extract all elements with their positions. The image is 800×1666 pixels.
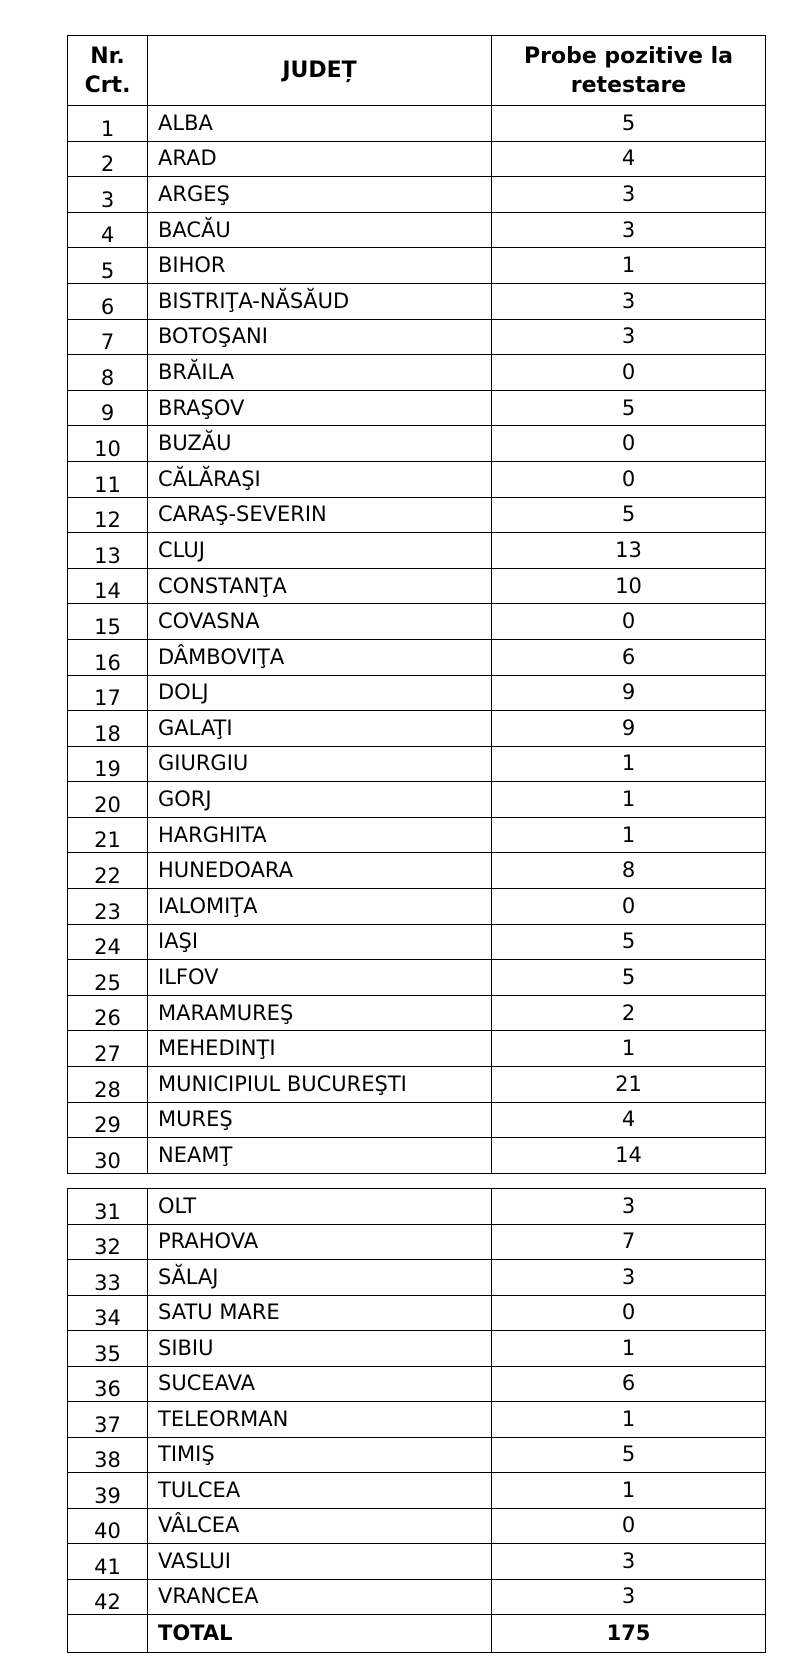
row-number-cell: 26	[68, 995, 148, 1031]
positives-value-cell: 3	[492, 1189, 766, 1225]
row-number-cell: 6	[68, 283, 148, 319]
county-name-cell: TELEORMAN	[148, 1402, 492, 1438]
row-number-cell: 4	[68, 212, 148, 248]
total-label: TOTAL	[148, 1615, 492, 1653]
county-name-cell: GALAŢI	[148, 711, 492, 747]
row-number-cell: 41	[68, 1544, 148, 1580]
row-number-cell: 11	[68, 461, 148, 497]
county-name-cell: PRAHOVA	[148, 1224, 492, 1260]
row-number-cell: 3	[68, 177, 148, 213]
positives-value-cell: 0	[492, 426, 766, 462]
county-name-cell: CARAŞ-SEVERIN	[148, 497, 492, 533]
row-number-cell: 27	[68, 1031, 148, 1067]
positives-value-cell: 3	[492, 283, 766, 319]
table-row	[68, 1437, 766, 1473]
positives-value-cell: 5	[492, 106, 766, 142]
table-row	[68, 1331, 766, 1367]
table-row	[68, 853, 766, 889]
positives-value-cell: 1	[492, 817, 766, 853]
county-name-cell: MEHEDINŢI	[148, 1031, 492, 1067]
table-row	[68, 248, 766, 284]
row-number-cell: 9	[68, 390, 148, 426]
county-name-cell: ARAD	[148, 141, 492, 177]
table-row	[68, 1031, 766, 1067]
county-name-cell: SIBIU	[148, 1331, 492, 1367]
table-row	[68, 639, 766, 675]
positives-value-cell: 1	[492, 248, 766, 284]
total-value: 175	[492, 1615, 766, 1653]
row-number-cell: 24	[68, 924, 148, 960]
table-row	[68, 1224, 766, 1260]
positives-value-cell: 5	[492, 924, 766, 960]
positives-value-cell: 3	[492, 1579, 766, 1615]
table-row	[68, 1473, 766, 1509]
county-name-cell: OLT	[148, 1189, 492, 1225]
positives-value-cell: 3	[492, 319, 766, 355]
positives-value-cell: 3	[492, 177, 766, 213]
positives-value-cell: 7	[492, 1224, 766, 1260]
table-row	[68, 746, 766, 782]
header-positives: Probe pozitive la retestare	[492, 36, 766, 106]
county-name-cell: TULCEA	[148, 1473, 492, 1509]
row-number-cell: 23	[68, 889, 148, 925]
table-row	[68, 924, 766, 960]
county-name-cell: ILFOV	[148, 960, 492, 996]
county-name-cell: VÂLCEA	[148, 1508, 492, 1544]
table-row	[68, 106, 766, 142]
table-row	[68, 497, 766, 533]
row-number-cell: 25	[68, 960, 148, 996]
table-row	[68, 1366, 766, 1402]
county-name-cell: HUNEDOARA	[148, 853, 492, 889]
positives-value-cell: 6	[492, 639, 766, 675]
county-name-cell: BRĂILA	[148, 355, 492, 391]
row-number-cell: 35	[68, 1331, 148, 1367]
table-row	[68, 177, 766, 213]
county-name-cell: BACĂU	[148, 212, 492, 248]
county-name-cell: ARGEŞ	[148, 177, 492, 213]
row-number-cell: 7	[68, 319, 148, 355]
row-number-cell: 12	[68, 497, 148, 533]
row-number-cell: 39	[68, 1473, 148, 1509]
table-row	[68, 711, 766, 747]
row-number-cell: 21	[68, 817, 148, 853]
county-name-cell: VRANCEA	[148, 1579, 492, 1615]
county-name-cell: DÂMBOVIŢA	[148, 639, 492, 675]
county-name-cell: BISTRIŢA-NĂSĂUD	[148, 283, 492, 319]
positives-value-cell: 21	[492, 1067, 766, 1103]
positives-value-cell: 5	[492, 390, 766, 426]
positives-value-cell: 2	[492, 995, 766, 1031]
row-number-cell: 28	[68, 1067, 148, 1103]
row-number-cell: 38	[68, 1437, 148, 1473]
positives-value-cell: 1	[492, 1402, 766, 1438]
positives-value-cell: 1	[492, 1031, 766, 1067]
table-row	[68, 461, 766, 497]
positives-value-cell: 3	[492, 212, 766, 248]
results-table-part-1	[67, 35, 766, 1174]
table-row	[68, 533, 766, 569]
positives-value-cell: 0	[492, 889, 766, 925]
row-number-cell: 20	[68, 782, 148, 818]
positives-value-cell: 4	[492, 141, 766, 177]
positives-value-cell: 6	[492, 1366, 766, 1402]
county-name-cell: BUZĂU	[148, 426, 492, 462]
table-row	[68, 1295, 766, 1331]
header-county: JUDEȚ	[148, 36, 492, 106]
table-row	[68, 995, 766, 1031]
row-number-cell: 37	[68, 1402, 148, 1438]
positives-value-cell: 3	[492, 1260, 766, 1296]
positives-value-cell: 0	[492, 1295, 766, 1331]
row-number-cell: 2	[68, 141, 148, 177]
table-row	[68, 1402, 766, 1438]
positives-value-cell: 1	[492, 1331, 766, 1367]
row-number-cell: 15	[68, 604, 148, 640]
row-number-cell: 10	[68, 426, 148, 462]
positives-value-cell: 3	[492, 1544, 766, 1580]
county-name-cell: GORJ	[148, 782, 492, 818]
county-name-cell: TIMIŞ	[148, 1437, 492, 1473]
row-number-cell: 5	[68, 248, 148, 284]
positives-value-cell: 9	[492, 675, 766, 711]
county-name-cell: CLUJ	[148, 533, 492, 569]
positives-value-cell: 5	[492, 497, 766, 533]
row-number-cell: 1	[68, 106, 148, 142]
table-row	[68, 1102, 766, 1138]
table-row	[68, 212, 766, 248]
table-row	[68, 319, 766, 355]
county-name-cell: IAŞI	[148, 924, 492, 960]
row-number-cell: 40	[68, 1508, 148, 1544]
row-number-cell: 33	[68, 1260, 148, 1296]
row-number-cell: 34	[68, 1295, 148, 1331]
total-nr-cell	[68, 1615, 148, 1653]
row-number-cell: 31	[68, 1189, 148, 1225]
header-row	[68, 36, 766, 106]
row-number-cell: 18	[68, 711, 148, 747]
positives-value-cell: 1	[492, 1473, 766, 1509]
row-number-cell: 13	[68, 533, 148, 569]
positives-value-cell: 0	[492, 355, 766, 391]
county-name-cell: CONSTANŢA	[148, 568, 492, 604]
row-number-cell: 8	[68, 355, 148, 391]
county-name-cell: MARAMUREŞ	[148, 995, 492, 1031]
county-name-cell: CĂLĂRAŞI	[148, 461, 492, 497]
positives-value-cell: 8	[492, 853, 766, 889]
county-name-cell: BOTOŞANI	[148, 319, 492, 355]
positives-value-cell: 1	[492, 782, 766, 818]
county-name-cell: MUNICIPIUL BUCUREŞTI	[148, 1067, 492, 1103]
county-name-cell: BRAŞOV	[148, 390, 492, 426]
county-name-cell: DOLJ	[148, 675, 492, 711]
positives-value-cell: 13	[492, 533, 766, 569]
row-number-cell: 16	[68, 639, 148, 675]
table-row	[68, 355, 766, 391]
table-row	[68, 960, 766, 996]
positives-value-cell: 14	[492, 1138, 766, 1174]
table-row	[68, 390, 766, 426]
row-number-cell: 17	[68, 675, 148, 711]
table-row	[68, 1579, 766, 1615]
positives-value-cell: 0	[492, 604, 766, 640]
row-number-cell: 14	[68, 568, 148, 604]
positives-value-cell: 9	[492, 711, 766, 747]
row-number-cell: 19	[68, 746, 148, 782]
positives-value-cell: 1	[492, 746, 766, 782]
county-name-cell: VASLUI	[148, 1544, 492, 1580]
positives-value-cell: 5	[492, 960, 766, 996]
row-number-cell: 36	[68, 1366, 148, 1402]
row-number-cell: 30	[68, 1138, 148, 1174]
table-row	[68, 817, 766, 853]
table-row	[68, 1067, 766, 1103]
positives-value-cell: 10	[492, 568, 766, 604]
total-row	[68, 1615, 766, 1653]
county-name-cell: SĂLAJ	[148, 1260, 492, 1296]
county-name-cell: BIHOR	[148, 248, 492, 284]
table-row	[68, 604, 766, 640]
table-row	[68, 1508, 766, 1544]
table-row	[68, 1138, 766, 1174]
positives-value-cell: 5	[492, 1437, 766, 1473]
table-row	[68, 782, 766, 818]
county-name-cell: MUREŞ	[148, 1102, 492, 1138]
county-name-cell: GIURGIU	[148, 746, 492, 782]
positives-value-cell: 4	[492, 1102, 766, 1138]
table-row	[68, 1544, 766, 1580]
row-number-cell: 42	[68, 1579, 148, 1615]
county-name-cell: NEAMŢ	[148, 1138, 492, 1174]
county-name-cell: HARGHITA	[148, 817, 492, 853]
table-row	[68, 141, 766, 177]
table-row	[68, 1260, 766, 1296]
row-number-cell: 29	[68, 1102, 148, 1138]
table-row	[68, 675, 766, 711]
positives-value-cell: 0	[492, 461, 766, 497]
county-name-cell: SATU MARE	[148, 1295, 492, 1331]
table-row	[68, 889, 766, 925]
row-number-cell: 22	[68, 853, 148, 889]
county-name-cell: IALOMIŢA	[148, 889, 492, 925]
table-row	[68, 283, 766, 319]
county-name-cell: ALBA	[148, 106, 492, 142]
row-number-cell: 32	[68, 1224, 148, 1260]
county-name-cell: SUCEAVA	[148, 1366, 492, 1402]
county-name-cell: COVASNA	[148, 604, 492, 640]
table-row	[68, 1189, 766, 1225]
table-row	[68, 426, 766, 462]
table-row	[68, 568, 766, 604]
header-nr-crt: Nr. Crt.	[68, 36, 148, 106]
positives-value-cell: 0	[492, 1508, 766, 1544]
results-table-part-2	[67, 1188, 766, 1653]
